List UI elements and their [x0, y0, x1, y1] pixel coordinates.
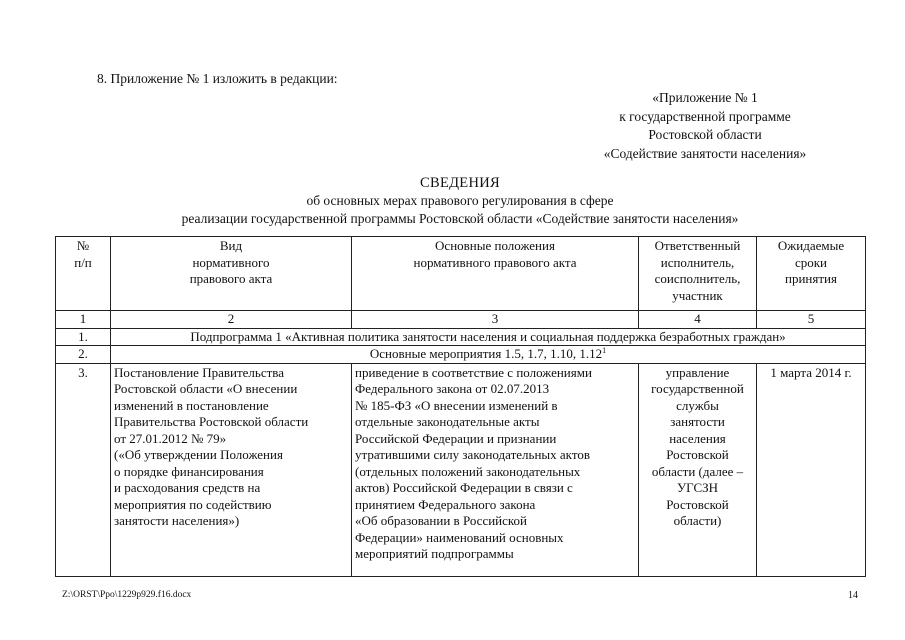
column-number: 3	[352, 311, 639, 329]
cell-line: Постановление Правительства	[114, 364, 285, 380]
cell-line: утратившими силу законодательных актов	[355, 447, 590, 462]
cell-line: Основные положения	[435, 238, 555, 253]
measures-table	[55, 236, 866, 577]
subprogram-title: Подпрограмма 1 «Активная политика занятости населения и социальная поддержка безработных граждан»	[111, 328, 866, 346]
cell-line: актов) Российской Федерации в связи с	[355, 480, 573, 495]
cell-line: (отдельных положений законодательных	[355, 463, 581, 479]
cell-line: мероприятий подпрограммы	[355, 546, 514, 561]
appendix-header	[555, 89, 855, 163]
cell-line: исполнитель,	[660, 254, 735, 270]
cell-line: Ростовской	[666, 447, 729, 462]
cell-line: приведение в соответствие с положениями	[355, 364, 592, 380]
row-number: 2.	[56, 346, 111, 364]
cell-line: соисполнитель,	[654, 271, 741, 286]
header-cell-deadline	[757, 237, 866, 311]
cell-line: Вид	[219, 238, 243, 253]
cell-line: занятости	[670, 414, 725, 429]
heading-line: реализации государственной программы Ростовской области «Содействие занятости населения»	[181, 211, 739, 226]
cell-line: населения	[669, 430, 726, 446]
main-measures-text: Основные мероприятия 1.5, 1.7, 1.10, 1.12	[369, 346, 603, 361]
cell-line: Ростовской области «О внесении	[114, 381, 298, 396]
cell-line: и расходования средств на	[114, 480, 261, 495]
cell-line: области)	[673, 513, 722, 528]
column-number: 2	[111, 311, 352, 329]
deadline-cell: 1 марта 2014 г.	[757, 363, 866, 576]
cell-line: принятием Федерального закона	[355, 496, 536, 512]
table-row	[56, 363, 866, 576]
cell-line: Правительства Ростовской области	[114, 414, 309, 429]
cell-line: Ростовской	[666, 496, 729, 512]
cell-line: занятости населения»)	[114, 513, 240, 528]
cell-line: отдельные законодательные акты	[355, 414, 540, 429]
cell-line: изменений в постановление	[114, 397, 269, 413]
table-row	[56, 346, 866, 364]
table-row	[56, 328, 866, 346]
appendix-line: Ростовской области	[648, 127, 762, 142]
cell-line: нормативного	[192, 254, 270, 270]
cell-line: п/п	[74, 254, 92, 270]
main-measures-title	[111, 346, 866, 364]
cell-line: Ожидаемые	[777, 238, 845, 253]
header-cell-provisions	[352, 237, 639, 311]
act-type-cell	[111, 363, 352, 576]
row-number: 1.	[56, 328, 111, 346]
provisions-cell	[352, 363, 639, 576]
executor-cell	[639, 363, 757, 576]
header-cell-num	[56, 237, 111, 311]
column-number-row	[56, 311, 866, 329]
column-number: 4	[639, 311, 757, 329]
cell-line: («Об утверждении Положения	[114, 447, 283, 462]
cell-line: службы	[676, 397, 719, 413]
footer-file-path: Z:\ORST\Ppo\1229p929.f16.docx	[62, 590, 192, 600]
cell-line: «Об образовании в Российской	[355, 513, 528, 528]
document-heading	[150, 174, 770, 228]
table-header-row	[56, 237, 866, 311]
cell-line: управление	[665, 364, 730, 380]
heading-title: СВЕДЕНИЯ	[420, 175, 500, 191]
cell-line: Федерации» наименований основных	[355, 529, 564, 545]
appendix-line: к государственной программе	[619, 108, 791, 124]
cell-line: области (далее –	[651, 463, 744, 479]
column-number: 1	[56, 311, 111, 329]
cell-line: УГСЗН	[676, 480, 719, 495]
footer-page-number: 14	[848, 590, 858, 601]
cell-line: Федерального закона от 02.07.2013	[355, 381, 550, 396]
cell-line: от 27.01.2012 № 79»	[114, 430, 227, 446]
appendix-line: «Содействие занятости населения»	[603, 145, 807, 161]
cell-line: принятия	[785, 271, 837, 286]
cell-line: нормативного правового акта	[413, 254, 577, 270]
cell-line: № 185-ФЗ «О внесении изменений в	[355, 397, 558, 413]
appendix-line: «Приложение № 1	[652, 90, 758, 105]
cell-line: о порядке финансирования	[114, 463, 264, 479]
header-cell-act-type	[111, 237, 352, 311]
row-number: 3.	[56, 363, 111, 576]
intro-line: 8. Приложение № 1 изложить в редакции:	[97, 71, 338, 86]
cell-line: Российской Федерации и признании	[355, 430, 557, 446]
cell-line: участник	[672, 287, 723, 303]
cell-line: сроки	[794, 254, 828, 270]
cell-line: мероприятия по содействию	[114, 496, 272, 512]
heading-line: об основных мерах правового регулирования в сфере	[306, 193, 614, 208]
footnote-marker: 1	[602, 346, 607, 355]
cell-line: Ответственный	[654, 238, 741, 253]
cell-line: правового акта	[189, 271, 273, 286]
cell-line: №	[76, 238, 90, 253]
column-number: 5	[757, 311, 866, 329]
cell-line: государственной	[651, 381, 744, 396]
header-cell-executor	[639, 237, 757, 311]
